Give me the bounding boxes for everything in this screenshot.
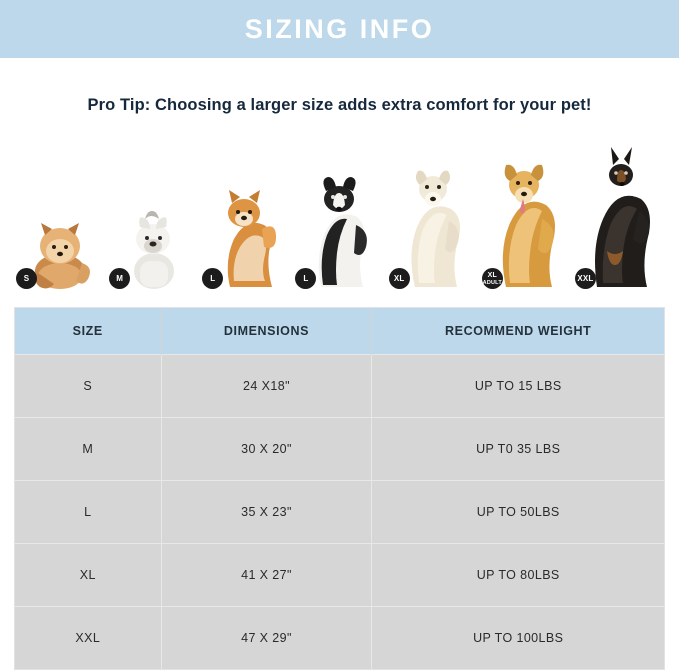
table-row <box>15 418 664 481</box>
pro-tip-text: Pro Tip: Choosing a larger size adds extra comfort for your pet! <box>87 96 592 114</box>
cell-dimensions: 35 X 23" <box>161 481 372 544</box>
cell-size: S <box>15 355 161 418</box>
table-header-row <box>15 308 664 355</box>
size-badge <box>389 268 410 289</box>
dog-item <box>14 133 106 293</box>
cell-weight: UP T0 35 LBS <box>372 418 664 481</box>
size-badge-label: L <box>303 273 309 283</box>
table-row <box>15 355 664 418</box>
dog-size-illustrations <box>14 133 665 293</box>
cell-size: XXL <box>15 607 161 670</box>
page-title: SIZING INFO <box>244 13 435 44</box>
dog-item <box>387 133 479 293</box>
size-badge-label: S <box>23 273 30 283</box>
cell-size: L <box>15 481 161 544</box>
cell-weight: UP TO 15 LBS <box>372 355 664 418</box>
cell-weight: UP TO 80LBS <box>372 544 664 607</box>
dog-item <box>200 133 292 293</box>
table-row <box>15 607 664 670</box>
dog-item <box>107 133 199 293</box>
cell-size: M <box>15 418 161 481</box>
table-row <box>15 481 664 544</box>
cell-dimensions: 47 X 29" <box>161 607 372 670</box>
sizing-table <box>15 308 664 669</box>
column-header-recommend-weight: RECOMMEND WEIGHT <box>372 308 664 355</box>
size-badge-label: XL <box>393 273 405 283</box>
size-badge-label: XXL <box>577 273 594 283</box>
sizing-table-container <box>14 307 665 670</box>
dog-item <box>293 133 385 293</box>
column-header-dimensions: DIMENSIONS <box>161 308 372 355</box>
cell-dimensions: 24 X18" <box>161 355 372 418</box>
cell-weight: UP TO 50LBS <box>372 481 664 544</box>
cell-weight: UP TO 100LBS <box>372 607 664 670</box>
table-row <box>15 544 664 607</box>
cell-dimensions: 30 X 20" <box>161 418 372 481</box>
cell-dimensions: 41 X 27" <box>161 544 372 607</box>
page-banner <box>0 0 679 58</box>
size-badge-label: L <box>210 273 216 283</box>
dog-item <box>573 133 665 293</box>
size-badge-label: XL <box>487 271 497 279</box>
size-badge <box>16 268 37 289</box>
size-badge <box>109 268 130 289</box>
size-badge-label: M <box>116 273 124 283</box>
dog-item <box>480 133 572 293</box>
size-badge <box>575 268 596 289</box>
column-header-size: SIZE <box>15 308 161 355</box>
cell-size: XL <box>15 544 161 607</box>
size-badge-sublabel: ADULT <box>482 279 502 286</box>
size-badge <box>482 268 503 289</box>
